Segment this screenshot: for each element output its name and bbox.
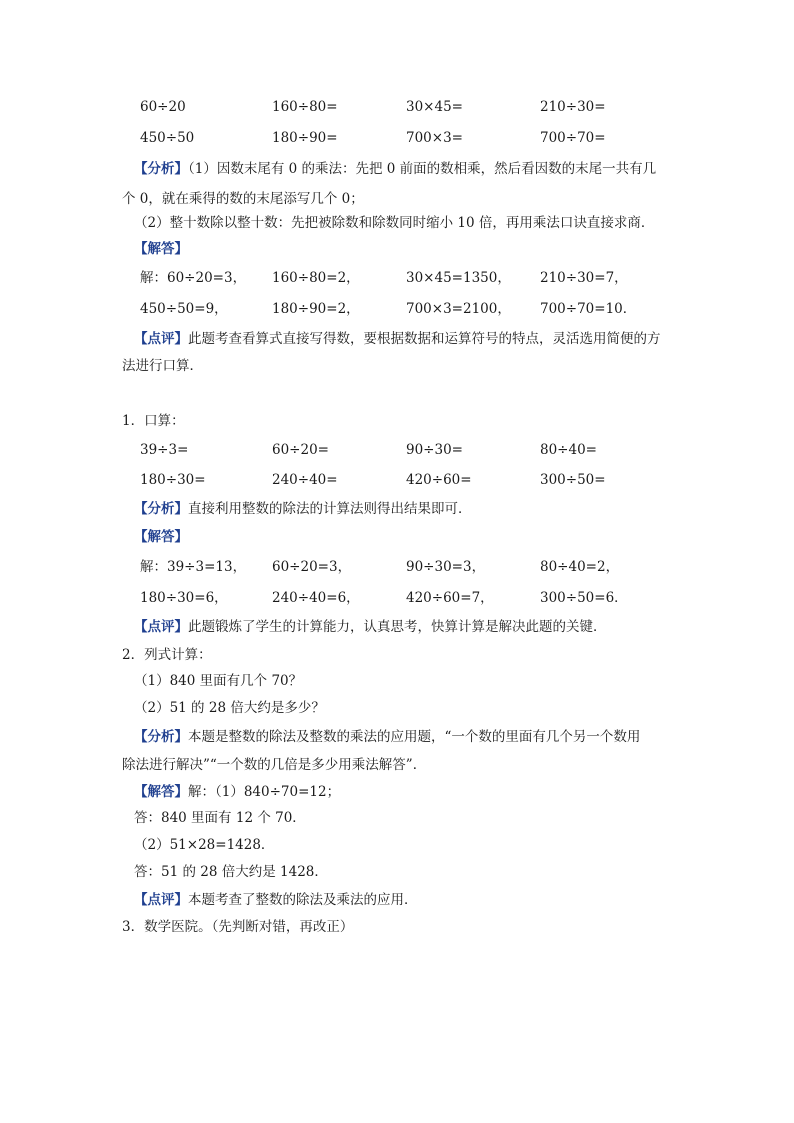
block1-analysis-line-1 — [134, 159, 656, 179]
q2-answer-line-3: （2）51×28=1428． — [134, 837, 275, 853]
q2-comment — [134, 890, 418, 910]
block1-analysis-line-3: （2）整十数除以整十数：先把被除数和除数同时缩小 10 倍，再用乘法口诀直接求商． — [134, 215, 655, 231]
q2-analysis-line-1 — [134, 727, 640, 747]
answer-cell: 60÷20=3， — [272, 559, 352, 575]
q2-answer-line-1 — [134, 782, 340, 802]
block1-analysis-line-2: 个 0，就在乘得的数的末尾添写几个 0； — [122, 191, 364, 207]
block1-comment-line-1 — [134, 329, 661, 349]
q2-sub-question-1: （1）840 里面有几个 70？ — [134, 673, 303, 689]
answer-cell: 30×45=1350， — [406, 270, 511, 286]
question-cell: 420÷60= — [406, 472, 472, 488]
question-cell: 700÷70= — [540, 130, 606, 146]
q1-title: 1．口算： — [122, 413, 185, 429]
answer-cell: 240÷40=6， — [272, 590, 360, 606]
q1-answer-tag: 【解答】 — [134, 529, 188, 545]
answer-cell: 210÷30=7， — [540, 270, 628, 286]
q1-analysis — [134, 499, 472, 519]
answer-cell: 450÷50=9， — [140, 301, 228, 317]
q2-answer-line-4: 答：51 的 28 倍大约是 1428． — [134, 864, 328, 880]
question-cell: 210÷30= — [540, 99, 606, 115]
answer-cell: 700×3=2100， — [406, 301, 511, 317]
q2-sub-question-2: （2）51 的 28 倍大约是多少？ — [134, 700, 325, 716]
question-cell: 160÷80= — [272, 99, 338, 115]
answer-cell: 180÷90=2， — [272, 301, 360, 317]
block1-answer-tag: 【解答】 — [134, 241, 188, 257]
analysis-text: 直接利用整数的除法的计算法则得出结果即可． — [188, 501, 472, 517]
question-cell: 240÷40= — [272, 472, 338, 488]
question-cell: 60÷20= — [272, 442, 329, 458]
question-cell: 80÷40= — [540, 442, 597, 458]
q2-analysis-line-2: 除法进行解决”“一个数的几倍是多少用乘法解答”． — [122, 757, 427, 773]
analysis-tag: 【分析】 — [134, 501, 188, 517]
comment-tag: 【点评】 — [134, 331, 188, 347]
comment-tag: 【点评】 — [134, 619, 188, 635]
question-cell: 450÷50 — [140, 130, 195, 146]
answer-cell: 420÷60=7， — [406, 590, 494, 606]
answer-cell: 90÷30=3， — [406, 559, 486, 575]
answer-tag: 【解答】 — [134, 784, 188, 800]
q2-answer-line-2: 答：840 里面有 12 个 70． — [134, 810, 306, 826]
question-cell: 180÷30= — [140, 472, 206, 488]
question-cell: 300÷50= — [540, 472, 606, 488]
answer-cell: 300÷50=6． — [540, 590, 628, 606]
q3-title: 3．数学医院。（先判断对错，再改正） — [122, 919, 354, 935]
q1-comment — [134, 617, 607, 637]
answer-text: 解：（1）840÷70=12； — [188, 784, 341, 800]
answer-cell: 解：60÷20=3， — [140, 270, 247, 286]
question-cell: 60÷20 — [140, 99, 186, 115]
block1-comment-line-2: 法进行口算． — [122, 358, 203, 374]
answer-cell: 160÷80=2， — [272, 270, 360, 286]
answer-cell: 解：39÷3=13， — [140, 559, 247, 575]
analysis-tag: 【分析】 — [134, 161, 188, 177]
question-cell: 700×3= — [406, 130, 463, 146]
comment-text: 本题考查了整数的除法及乘法的应用． — [188, 892, 418, 908]
answer-cell: 80÷40=2， — [540, 559, 620, 575]
question-cell: 90÷30= — [406, 442, 463, 458]
comment-text: 此题考查看算式直接写得数，要根据数据和运算符号的特点，灵活选用简便的方 — [188, 331, 661, 347]
analysis-text: （1）因数末尾有 0 的乘法：先把 0 前面的数相乘，然后看因数的末尾一共有几 — [188, 161, 657, 177]
analysis-text: 本题是整数的除法及整数的乘法的应用题，“一个数的里面有几个另一个数用 — [188, 729, 641, 745]
q2-title: 2．列式计算： — [122, 647, 212, 663]
comment-text: 此题锻炼了学生的计算能力，认真思考，快算计算是解决此题的关键． — [188, 619, 607, 635]
question-cell: 30×45= — [406, 99, 463, 115]
answer-cell: 180÷30=6， — [140, 590, 228, 606]
question-cell: 180÷90= — [272, 130, 338, 146]
comment-tag: 【点评】 — [134, 892, 188, 908]
answer-cell: 700÷70=10． — [540, 301, 637, 317]
analysis-tag: 【分析】 — [134, 729, 188, 745]
question-cell: 39÷3= — [140, 442, 189, 458]
